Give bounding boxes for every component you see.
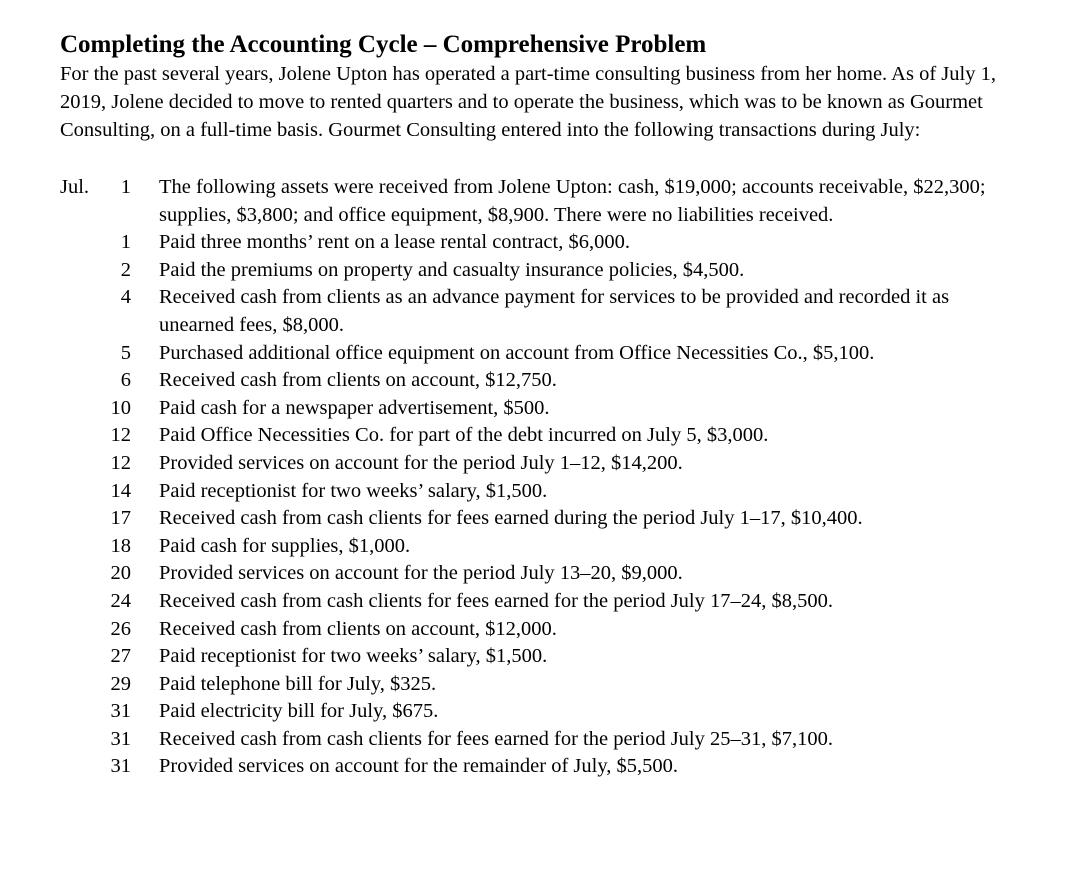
transaction-month [60, 533, 106, 561]
transaction-day: 29 [110, 672, 131, 695]
transaction-month [60, 478, 106, 506]
transaction-description: The following assets were received from Jolene Upton: cash, $19,000; accounts receivable, $22,300; supplies, $3,800; and office equipment, $8,900. There were no liabilities received. [159, 176, 986, 226]
transaction-day: 18 [110, 534, 131, 557]
transaction-row [60, 174, 1020, 229]
transaction-description: Received cash from cash clients for fees earned for the period July 25–31, $7,100. [159, 727, 833, 750]
transaction-row [60, 533, 1020, 561]
transaction-row [60, 560, 1020, 588]
transaction-row [60, 422, 1020, 450]
transaction-row [60, 726, 1020, 754]
transaction-day: 10 [110, 396, 131, 419]
transaction-description: Received cash from cash clients for fees earned during the period July 1–17, $10,400. [159, 507, 863, 530]
transaction-day: 5 [120, 341, 131, 364]
transaction-month [60, 671, 106, 699]
transaction-row [60, 340, 1020, 368]
transaction-row [60, 367, 1020, 395]
transaction-month [60, 450, 106, 478]
transaction-description: Paid the premiums on property and casualty insurance policies, $4,500. [159, 258, 745, 281]
transaction-day: 31 [110, 755, 131, 778]
transaction-row [60, 671, 1020, 699]
transaction-month: Jul. [60, 176, 90, 198]
transaction-month [60, 284, 106, 339]
document-title: Completing the Accounting Cycle – Comprehensive Problem [60, 31, 707, 58]
transaction-month [60, 560, 106, 588]
transaction-list [60, 174, 1020, 781]
transaction-row [60, 478, 1020, 506]
transaction-description: Provided services on account for the period July 13–20, $9,000. [159, 562, 683, 585]
transaction-row [60, 643, 1020, 671]
transaction-day: 31 [110, 700, 131, 723]
transaction-row [60, 450, 1020, 478]
transaction-row [60, 753, 1020, 781]
transaction-row [60, 395, 1020, 423]
transaction-month [60, 257, 106, 285]
transaction-day: 31 [110, 727, 131, 750]
transaction-day: 1 [120, 231, 131, 254]
transaction-description: Paid cash for supplies, $1,000. [159, 534, 411, 557]
transaction-day: 12 [110, 451, 131, 474]
transaction-day: 17 [110, 507, 131, 530]
transaction-row [60, 698, 1020, 726]
transaction-description: Purchased additional office equipment on account from Office Necessities Co., $5,100. [159, 341, 875, 364]
transaction-month [60, 229, 106, 257]
transaction-month [60, 395, 106, 423]
transaction-description: Paid three months’ rent on a lease rental contract, $6,000. [159, 231, 630, 254]
transaction-month [60, 698, 106, 726]
transaction-month [60, 422, 106, 450]
transaction-description: Received cash from cash clients for fees earned for the period July 17–24, $8,500. [159, 589, 833, 612]
transaction-day: 12 [110, 424, 131, 447]
transaction-description: Received cash from clients on account, $12,750. [159, 369, 557, 392]
transaction-row [60, 505, 1020, 533]
transaction-day: 2 [120, 258, 131, 281]
transaction-day: 1 [120, 176, 131, 198]
transaction-description: Paid receptionist for two weeks’ salary, $1,500. [159, 645, 548, 668]
transaction-month [60, 726, 106, 754]
transaction-description: Received cash from clients as an advance payment for services to be provided and recorded it as unearned fees, $8,000. [159, 286, 950, 336]
transaction-month [60, 753, 106, 781]
transaction-row [60, 229, 1020, 257]
document [60, 30, 1020, 781]
transaction-day: 24 [110, 589, 131, 612]
transaction-day: 6 [120, 369, 131, 392]
transaction-month [60, 616, 106, 644]
transaction-description: Paid receptionist for two weeks’ salary, $1,500. [159, 479, 548, 502]
transaction-day: 4 [120, 286, 131, 309]
transaction-month [60, 340, 106, 368]
transaction-day: 20 [110, 562, 131, 585]
transaction-month [60, 367, 106, 395]
transaction-row [60, 284, 1020, 339]
intro-paragraph: For the past several years, Jolene Upton has operated a part-time consulting business from her home. As of July 1, 2019, Jolene decided to move to rented quarters and to operate the business, which was to be known as Gourmet Consulting, on a full-time basis. Gourmet Consulting entered into the following transactions during July: [60, 63, 996, 141]
transaction-month [60, 588, 106, 616]
transaction-day: 26 [110, 617, 131, 640]
transaction-row [60, 616, 1020, 644]
transaction-description: Paid Office Necessities Co. for part of the debt incurred on July 5, $3,000. [159, 424, 769, 447]
transaction-row [60, 588, 1020, 616]
transaction-description: Received cash from clients on account, $12,000. [159, 617, 557, 640]
transaction-day: 14 [110, 479, 131, 502]
transaction-row [60, 257, 1020, 285]
transaction-description: Paid telephone bill for July, $325. [159, 672, 437, 695]
transaction-description: Paid electricity bill for July, $675. [159, 700, 439, 723]
transaction-month [60, 643, 106, 671]
transaction-description: Provided services on account for the period July 1–12, $14,200. [159, 451, 683, 474]
transaction-month [60, 505, 106, 533]
transaction-description: Provided services on account for the remainder of July, $5,500. [159, 755, 678, 778]
transaction-description: Paid cash for a newspaper advertisement, $500. [159, 396, 550, 419]
transaction-day: 27 [110, 645, 131, 668]
